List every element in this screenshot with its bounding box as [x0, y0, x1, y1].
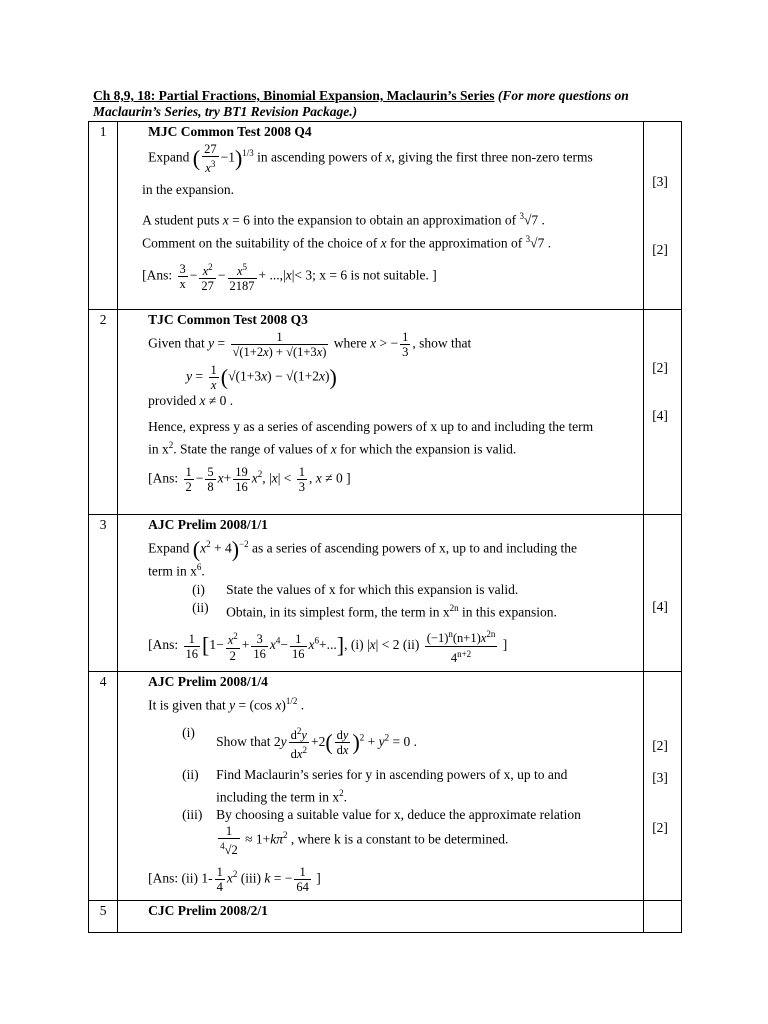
question-text: term in $x^6$. [148, 562, 205, 579]
sub-question: (ii) Find Maclaurin’s series for y in ascending powers of x, up to and including the term in $x^2$. [182, 766, 568, 805]
marks-cell [644, 515, 682, 672]
question-title: AJC Prelim 2008/1/1 [148, 517, 268, 532]
question-text: Comment on the suitability of the choice of x for the approximation of $^3$√7 . [142, 233, 552, 251]
question-text: Expand ( $\frac{27}{x^3}$ −1)$^{1/3}$ in ascending powers of x, giving the first three non-zero terms [148, 142, 593, 176]
question-body [118, 515, 644, 672]
marks-cell [644, 310, 682, 515]
question-row-1 [89, 122, 682, 310]
marks-cell [644, 901, 682, 933]
question-text: in $x^2$. State the range of values of x for which the expansion is valid. [148, 440, 517, 457]
question-number: 5 [89, 901, 118, 933]
question-number: 1 [89, 122, 118, 310]
answer: [Ans: $\frac{1}{2}$ − $\frac{5}{8}$ x+ $\frac{19}{16}$ $x^2$, |x| < $\frac{1}{3}$ , x ≠ 0 ] [148, 464, 351, 494]
question-row-3 [89, 515, 682, 672]
answer: [Ans: $\frac{3}{x}$ − $\frac{x^2}{27}$ − $\frac{x^5}{2187}$ + ...,|x|< 3; x = 6 is not suitable. ] [142, 262, 437, 294]
question-number: 4 [89, 671, 118, 900]
question-text: Hence, express y as a series of ascending powers of x up to and including the term [148, 419, 594, 434]
question-row-2 [89, 310, 682, 515]
mark: [4] [652, 599, 668, 614]
mark: [2] [652, 242, 668, 257]
question-table [88, 121, 682, 933]
mark: [2] [652, 819, 668, 835]
sub-question: (i) Show that 2y $\frac{d^2y}{dx^2}$ +2( $\frac{dy}{dx}$ )$^2 + y^2 = 0$ . [182, 725, 418, 762]
question-text: Expand $(x^2 + 4)^{-2}$ as a series of ascending powers of x, up to and including the [148, 536, 578, 562]
question-title: MJC Common Test 2008 Q4 [148, 124, 312, 139]
question-body [118, 310, 644, 515]
question-formula: y = $\frac{1}{x}$ (√(1+3x) − √(1+2x)) [186, 363, 337, 392]
mark: [2] [652, 737, 668, 753]
page-title: Ch 8,9, 18: Partial Fractions, Binomial Expansion, Maclaurin’s Series [93, 88, 495, 103]
question-text: A student puts x = 6 into the expansion to obtain an approximation of $^3$√7 . [142, 211, 545, 228]
question-title: AJC Prelim 2008/1/4 [148, 673, 268, 689]
mark: [4] [652, 408, 668, 423]
question-row-4 [89, 671, 682, 900]
question-text: in the expansion. [142, 182, 234, 198]
question-text: Given that y = $\frac{1}{√(1+2x) + √(1+3x)}$ where x > − $\frac{1}{3}$ , show that [148, 330, 472, 359]
marks-cell [644, 671, 682, 900]
page-note: (For more questions on Maclaurin’s Series, try BT1 Revision Package.) [93, 88, 629, 119]
answer: [Ans: $\frac{1}{16}$ [1− $\frac{x^2}{2}$ + $\frac{3}{16}$ $x^4-$ $\frac{1}{16}$ $x^6+$...], (i) |x| < 2 (ii) $\frac{(-1)^n(n+1)x^{2n}}{4^{n+2}}$ ] [148, 629, 508, 665]
question-title: TJC Common Test 2008 Q3 [148, 312, 308, 327]
question-text: provided x ≠ 0 . [148, 393, 234, 408]
answer: [Ans: (ii) 1- $\frac{1}{4}$ $x^2$ (iii) k = − $\frac{1}{64}$ ] [148, 865, 321, 895]
question-row-5 [89, 901, 682, 933]
question-text: It is given that y = (cos x)$^{1/2}$ . [148, 695, 305, 713]
sub-question: (iii) By choosing a suitable value for x, deduce the approximate relation $\frac{1}{^4√2}$ ≈ $1+k\pi^2$ , where k is a constant to be determined. [182, 807, 581, 858]
marks-cell [644, 122, 682, 310]
mark: [3] [652, 769, 668, 785]
question-body [118, 671, 644, 900]
question-title: CJC Prelim 2008/2/1 [148, 903, 268, 919]
question-number: 2 [89, 310, 118, 515]
question-number: 3 [89, 515, 118, 672]
mark: [2] [652, 360, 668, 375]
sub-question: (i) State the values of x for which this expansion is valid. [192, 581, 519, 597]
question-body [118, 122, 644, 310]
sub-question: (ii) Obtain, in its simplest form, the term in $x^{2n}$ in this expansion. [192, 599, 557, 620]
page-header [93, 88, 653, 120]
question-body [118, 901, 644, 933]
mark: [3] [652, 174, 668, 189]
